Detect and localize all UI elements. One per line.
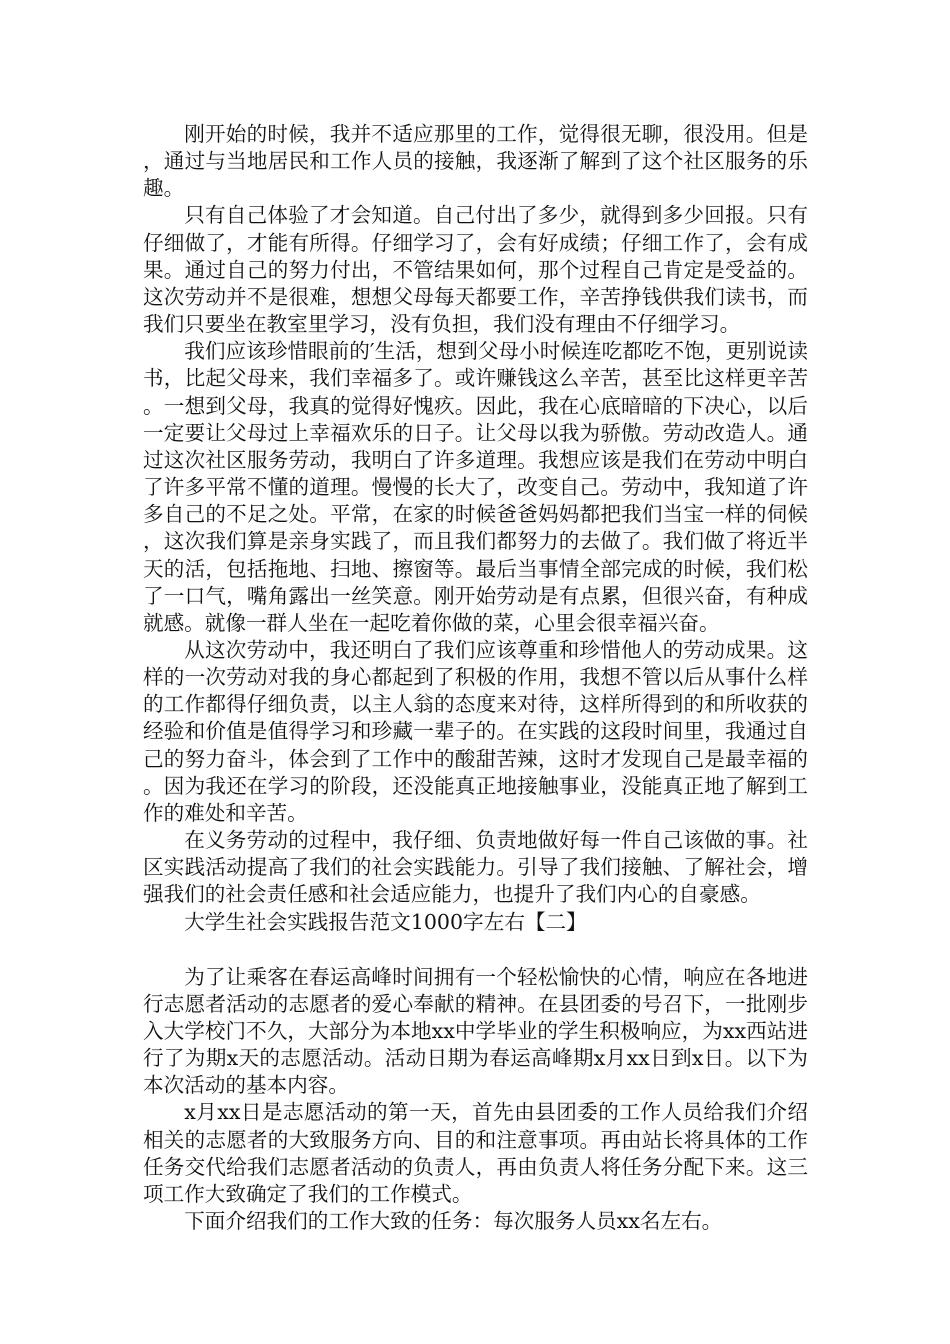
document-page (143, 121, 808, 1235)
body-paragraph: 刚开始的时候，我并不适应那里的工作，觉得很无聊，很没用。但是，通过与当地居民和工作人员的接触，我逐渐了解到了这个社区服务的乐趣。 (143, 122, 808, 201)
body-paragraph: x月xx日是志愿活动的第一天，首先由县团委的工作人员给我们介绍相关的志愿者的大致服务方向、目的和注意事项。再由站长将具体的工作任务交代给我们志愿者活动的负责人，再由负责人将任务分配下来。这三项工作大致确定了我们的工作模式。 (143, 1100, 808, 1206)
body-paragraph: 我们应该珍惜眼前的′生活，想到父母小时候连吃都吃不饱，更别说读书，比起父母来，我们幸福多了。或许赚钱这么辛苦，甚至比这样更辛苦。一想到父母，我真的觉得好愧疚。因此，我在心底暗暗的下决心，以后一定要让父母过上幸福欢乐的日子。让父母以我为骄傲。劳动改造人。通过这次社区服务劳动，我明白了许多道理。我想应该是我们在劳动中明白了许多平常不懂的道理。慢慢的长大了，改变自己。劳动中，我知道了许多自己的不足之处。平常，在家的时候爸爸妈妈都把我们当宝一样的伺候，这次我们算是亲身实践了，而且我们都努力的去做了。我们做了将近半天的活，包括拖地、扫地、擦窗等。最后当事情全部完成的时候，我们松了一口气，嘴角露出一丝笑意。刚开始劳动是有点累，但很兴奋，有种成就感。就像一群人坐在一起吃着你做的菜，心里会很幸福兴奋。 (143, 339, 808, 635)
body-paragraph: 在义务劳动的过程中，我仔细、负责地做好每一件自己该做的事。社区实践活动提高了我们的社会实践能力。引导了我们接触、了解社会，增强我们的社会责任感和社会适应能力，也提升了我们内心的自豪感。 (143, 828, 808, 907)
body-paragraph: 只有自己体验了才会知道。自己付出了多少，就得到多少回报。只有仔细做了，才能有所得。仔细学习了，会有好成绩；仔细工作了，会有成果。通过自己的努力付出，不管结果如何，那个过程自己肯定是受益的。这次劳动并不是很难，想想父母每天都要工作，辛苦挣钱供我们读书，而我们只要坐在教室里学习，没有负担，我们没有理由不仔细学习。 (143, 203, 808, 337)
body-paragraph: 从这次劳动中，我还明白了我们应该尊重和珍惜他人的劳动成果。这样的一次劳动对我的身心都起到了积极的作用，我想不管以后从事什么样的工作都得仔细负责，以主人翁的态度来对待，这样所得到的和所收获的经验和价值是值得学习和珍藏一辈子的。在实践的这段时间里，我通过自己的努力奋斗，体会到了工作中的酸甜苦辣，这时才发现自己是最幸福的。因为我还在学习的阶段，还没能真正地接触事业，没能真正地了解到工作的难处和辛苦。 (143, 637, 808, 825)
body-paragraph: 为了让乘客在春运高峰时间拥有一个轻松愉快的心情，响应在各地进行志愿者活动的志愿者的爱心奉献的精神。在县团委的号召下，一批刚步入大学校门不久，大部分为本地xx中学毕业的学生积极响应，为xx西站进行了为期x天的志愿活动。活动日期为春运高峰期x月xx日到x日。以下为本次活动的基本内容。 (143, 964, 808, 1098)
section-heading: 大学生社会实践报告范文1000字左右【二】 (184, 909, 587, 934)
body-paragraph: 下面介绍我们的工作大致的任务：每次服务人员xx名左右。 (184, 1209, 723, 1234)
